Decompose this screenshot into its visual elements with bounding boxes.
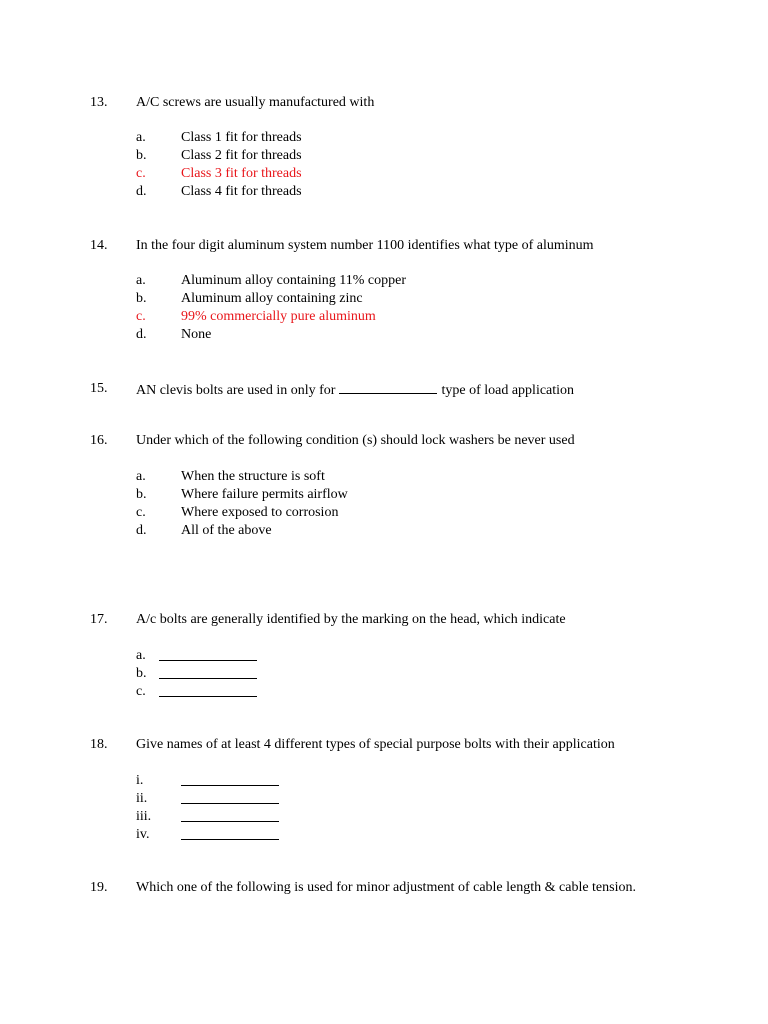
question-number: 15.	[90, 381, 108, 396]
option-letter: a.	[136, 469, 146, 484]
option-letter: c.	[136, 166, 146, 181]
option-13a	[0, 129, 768, 147]
option-13b	[0, 147, 768, 165]
option-letter: d.	[136, 327, 147, 342]
blank-17b	[0, 665, 768, 683]
option-13c-answer	[0, 165, 768, 183]
answer-blank[interactable]	[159, 683, 257, 697]
option-14c-answer	[0, 308, 768, 326]
question-number: 18.	[90, 737, 108, 752]
option-14a	[0, 272, 768, 290]
answer-blank[interactable]	[181, 772, 279, 786]
blank-18-i	[0, 772, 768, 790]
option-letter: a.	[136, 273, 146, 288]
question-text	[136, 380, 574, 400]
question-number: 14.	[90, 238, 108, 253]
option-text: Class 4 fit for threads	[181, 184, 302, 199]
blank-letter: b.	[136, 666, 147, 681]
answer-blank[interactable]	[159, 647, 257, 661]
option-text: All of the above	[181, 523, 272, 538]
blank-17c	[0, 683, 768, 701]
question-number: 16.	[90, 433, 108, 448]
blank-numeral: iii.	[136, 809, 152, 824]
blank-18-iv	[0, 826, 768, 844]
answer-blank[interactable]	[339, 380, 437, 394]
question-text: Which one of the following is used for minor adjustment of cable length & cable tension.	[136, 880, 636, 895]
question-number: 19.	[90, 880, 108, 895]
option-text: Class 3 fit for threads	[181, 166, 302, 181]
option-text: When the structure is soft	[181, 469, 325, 484]
option-text: Aluminum alloy containing 11% copper	[181, 273, 406, 288]
blank-18-ii	[0, 790, 768, 808]
option-text: 99% commercially pure aluminum	[181, 309, 376, 324]
answer-blank[interactable]	[159, 665, 257, 679]
question-text-after: type of load application	[441, 383, 575, 398]
option-text: Where exposed to corrosion	[181, 505, 339, 520]
option-16a	[0, 468, 768, 486]
blank-numeral: i.	[136, 773, 144, 788]
option-text: Class 1 fit for threads	[181, 130, 302, 145]
answer-blank[interactable]	[181, 808, 279, 822]
option-14b	[0, 290, 768, 308]
option-16c	[0, 504, 768, 522]
question-text: Under which of the following condition (s) should lock washers be never used	[136, 433, 575, 448]
answer-blank[interactable]	[181, 826, 279, 840]
blank-letter: a.	[136, 648, 146, 663]
option-13d	[0, 183, 768, 201]
option-letter: d.	[136, 523, 147, 538]
blank-17a	[0, 647, 768, 665]
option-letter: c.	[136, 309, 146, 324]
question-text: Give names of at least 4 different types of special purpose bolts with their application	[136, 737, 615, 752]
blank-18-iii	[0, 808, 768, 826]
option-text: Where failure permits airflow	[181, 487, 348, 502]
option-letter: d.	[136, 184, 147, 199]
question-number: 17.	[90, 612, 108, 627]
option-text: None	[181, 327, 212, 342]
question-number: 13.	[90, 95, 108, 110]
question-text-before: AN clevis bolts are used in only for	[136, 383, 336, 398]
option-letter: a.	[136, 130, 146, 145]
question-text: In the four digit aluminum system number 1100 identifies what type of aluminum	[136, 238, 594, 253]
option-letter: c.	[136, 505, 146, 520]
option-text: Class 2 fit for threads	[181, 148, 302, 163]
option-14d	[0, 326, 768, 344]
question-text: A/c bolts are generally identified by the marking on the head, which indicate	[136, 612, 566, 627]
option-letter: b.	[136, 148, 147, 163]
blank-numeral: iv.	[136, 827, 150, 842]
option-letter: b.	[136, 291, 147, 306]
option-16d	[0, 522, 768, 540]
option-text: Aluminum alloy containing zinc	[181, 291, 363, 306]
blank-letter: c.	[136, 684, 146, 699]
question-text: A/C screws are usually manufactured with	[136, 95, 375, 110]
answer-blank[interactable]	[181, 790, 279, 804]
option-16b	[0, 486, 768, 504]
blank-numeral: ii.	[136, 791, 148, 806]
option-letter: b.	[136, 487, 147, 502]
